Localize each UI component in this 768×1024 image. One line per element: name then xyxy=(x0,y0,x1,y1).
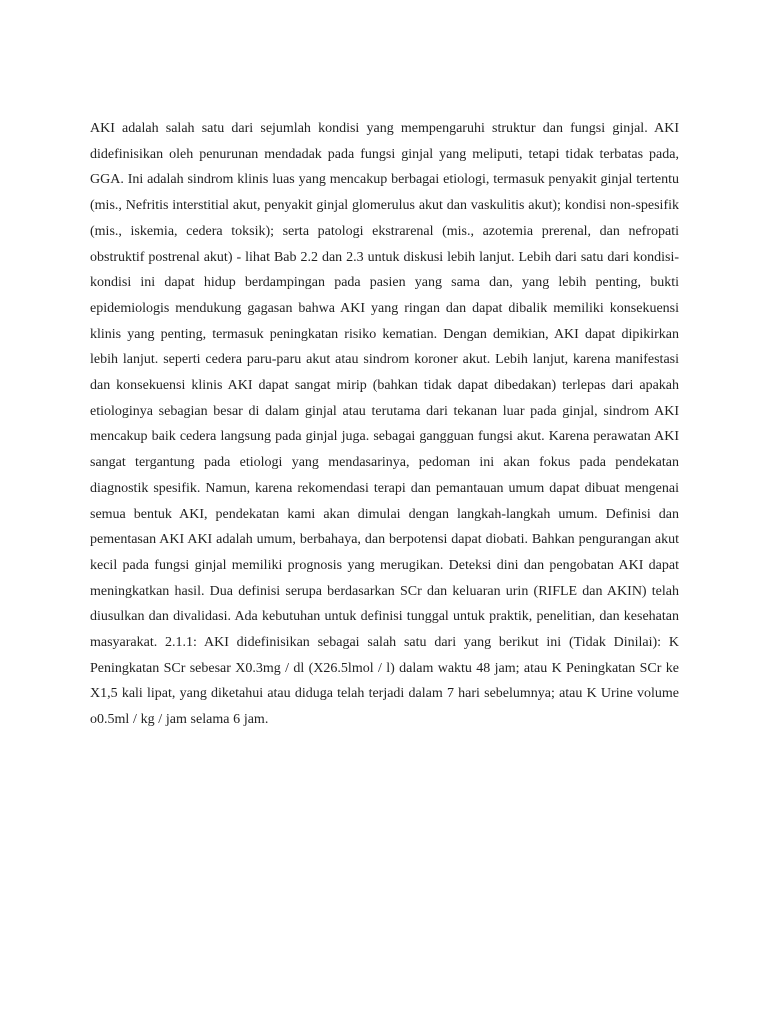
body-paragraph: AKI adalah salah satu dari sejumlah kondisi yang mempengaruhi struktur dan fungsi ginjal. AKI didefinisikan oleh penurunan mendadak pada fungsi ginjal yang meliputi, tetapi tidak terbatas pada, GGA. Ini adalah sindrom klinis luas yang mencakup berbagai etiologi, termasuk penyakit ginjal tertentu (mis., Nefritis interstitial akut, penyakit ginjal glomerulus akut dan vaskulitis akut); kondisi non-spesifik (mis., iskemia, cedera toksik); serta patologi ekstrarenal (mis., azotemia prerenal, dan nefropati obstruktif postrenal akut) - lihat Bab 2.2 dan 2.3 untuk diskusi lebih lanjut. Lebih dari satu dari kondisi-kondisi ini dapat hidup berdampingan pada pasien yang sama dan, yang lebih penting, bukti epidemiologis mendukung gagasan bahwa AKI yang ringan dan dapat dibalik memiliki konsekuensi klinis yang penting, termasuk peningkatan risiko kematian. Dengan demikian, AKI dapat dipikirkan lebih lanjut. seperti cedera paru-paru akut atau sindrom koroner akut. Lebih lanjut, karena manifestasi dan konsekuensi klinis AKI dapat sangat mirip (bahkan tidak dapat dibedakan) terlepas dari apakah etiologinya sebagian besar di dalam ginjal atau terutama dari tekanan luar pada ginjal, sindrom AKI mencakup baik cedera langsung pada ginjal juga. sebagai gangguan fungsi akut. Karena perawatan AKI sangat tergantung pada etiologi yang mendasarinya, pedoman ini akan fokus pada pendekatan diagnostik spesifik. Namun, karena rekomendasi terapi dan pemantauan umum dapat dibuat mengenai semua bentuk AKI, pendekatan kami akan dimulai dengan langkah-langkah umum. Definisi dan pementasan AKI AKI adalah umum, berbahaya, dan berpotensi dapat diobati. Bahkan pengurangan akut kecil pada fungsi ginjal memiliki prognosis yang merugikan. Deteksi dini dan pengobatan AKI dapat meningkatkan hasil. Dua definisi serupa berdasarkan SCr dan keluaran urin (RIFLE dan AKIN) telah diusulkan dan divalidasi. Ada kebutuhan untuk definisi tunggal untuk praktik, penelitian, dan kesehatan masyarakat. 2.1.1: AKI didefinisikan sebagai salah satu dari yang berikut ini (Tidak Dinilai): K Peningkatan SCr sebesar X0.3mg / dl (X26.5lmol / l) dalam waktu 48 jam; atau K Peningkatan SCr ke X1,5 kali lipat, yang diketahui atau diduga telah terjadi dalam 7 hari sebelumnya; atau K Urine volume o0.5ml / kg / jam selama 6 jam. xyxy=(90,121,679,728)
